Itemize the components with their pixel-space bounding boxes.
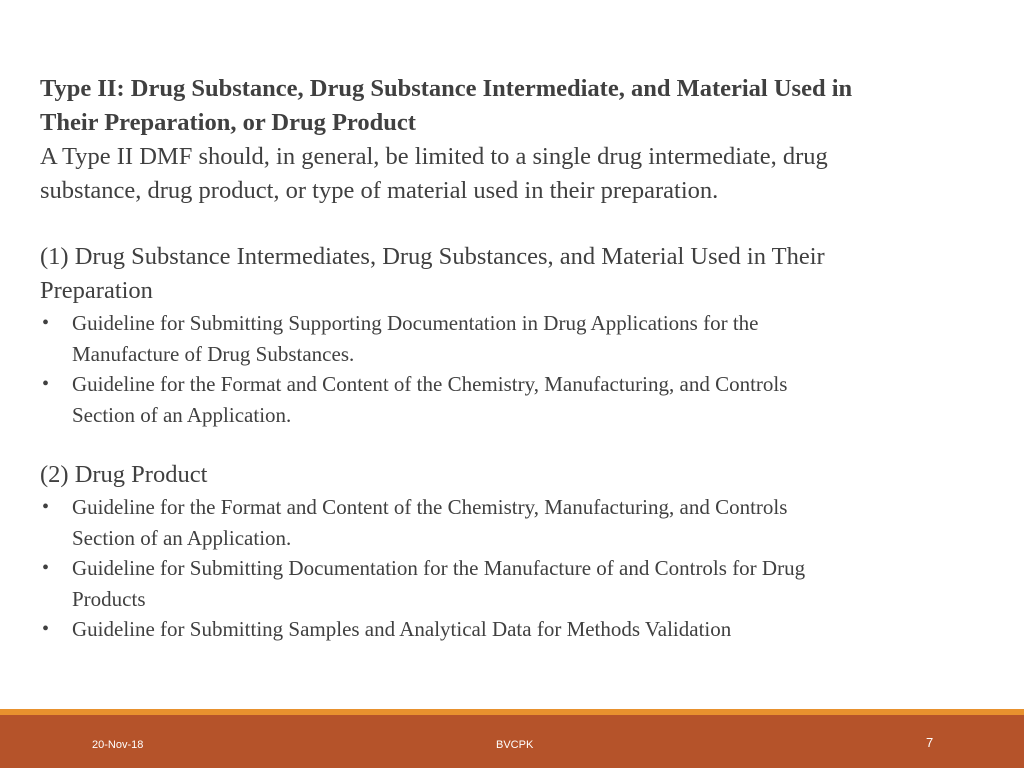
bullet-line-1: Guideline for Submitting Documentation for the Manufacture of and Controls for Drug bbox=[72, 556, 806, 580]
intro-line-2: substance, drug product, or type of material used in their preparation. bbox=[40, 177, 719, 204]
bullet-line-1: Guideline for Submitting Supporting Documentation in Drug Applications for the bbox=[72, 311, 759, 335]
section-drug-substance bbox=[40, 240, 990, 430]
footer-date: 20-Nov-18 bbox=[92, 739, 144, 751]
bullet-line-2: Section of an Application. bbox=[72, 402, 292, 427]
bullet-line-2: Manufacture of Drug Substances. bbox=[72, 341, 355, 366]
heading-line-2: Their Preparation, or Drug Product bbox=[40, 109, 416, 136]
section-title bbox=[40, 458, 990, 492]
page-number: 7 bbox=[926, 735, 934, 750]
bullet-icon: • bbox=[42, 618, 50, 640]
bullet-list bbox=[40, 308, 990, 430]
section-title-line-2: Preparation bbox=[40, 277, 153, 304]
intro-line-1: A Type II DMF should, in general, be limited to a single drug intermediate, drug bbox=[40, 143, 828, 170]
bullet-list bbox=[40, 492, 990, 645]
slide-content bbox=[40, 72, 990, 645]
intro-paragraph bbox=[40, 140, 990, 208]
list-item bbox=[40, 369, 990, 430]
bullet-icon: • bbox=[42, 557, 50, 579]
bullet-icon: • bbox=[42, 373, 50, 395]
footer-center-text: BVCPK bbox=[496, 739, 534, 751]
bullet-line-2: Section of an Application. bbox=[72, 525, 292, 550]
list-item bbox=[40, 614, 990, 645]
heading-line-1: Type II: Drug Substance, Drug Substance Intermediate, and Material Used in bbox=[40, 75, 853, 102]
section-drug-product bbox=[40, 458, 990, 645]
slide-heading bbox=[40, 72, 990, 140]
section-title-line-1: (2) Drug Product bbox=[40, 461, 208, 488]
section-title-line-1: (1) Drug Substance Intermediates, Drug Substances, and Material Used in Their bbox=[40, 243, 825, 270]
bullet-line-2: Products bbox=[72, 586, 146, 611]
bullet-icon: • bbox=[42, 312, 50, 334]
list-item bbox=[40, 492, 990, 553]
bullet-line-1: Guideline for Submitting Samples and Analytical Data for Methods Validation bbox=[72, 617, 732, 641]
section-title bbox=[40, 240, 990, 308]
list-item bbox=[40, 553, 990, 614]
bullet-line-1: Guideline for the Format and Content of the Chemistry, Manufacturing, and Controls bbox=[72, 372, 788, 396]
footer-bar bbox=[0, 715, 1024, 768]
spacer bbox=[40, 430, 990, 458]
list-item bbox=[40, 308, 990, 369]
bullet-icon: • bbox=[42, 496, 50, 518]
spacer bbox=[40, 208, 990, 240]
bullet-line-1: Guideline for the Format and Content of the Chemistry, Manufacturing, and Controls bbox=[72, 495, 788, 519]
